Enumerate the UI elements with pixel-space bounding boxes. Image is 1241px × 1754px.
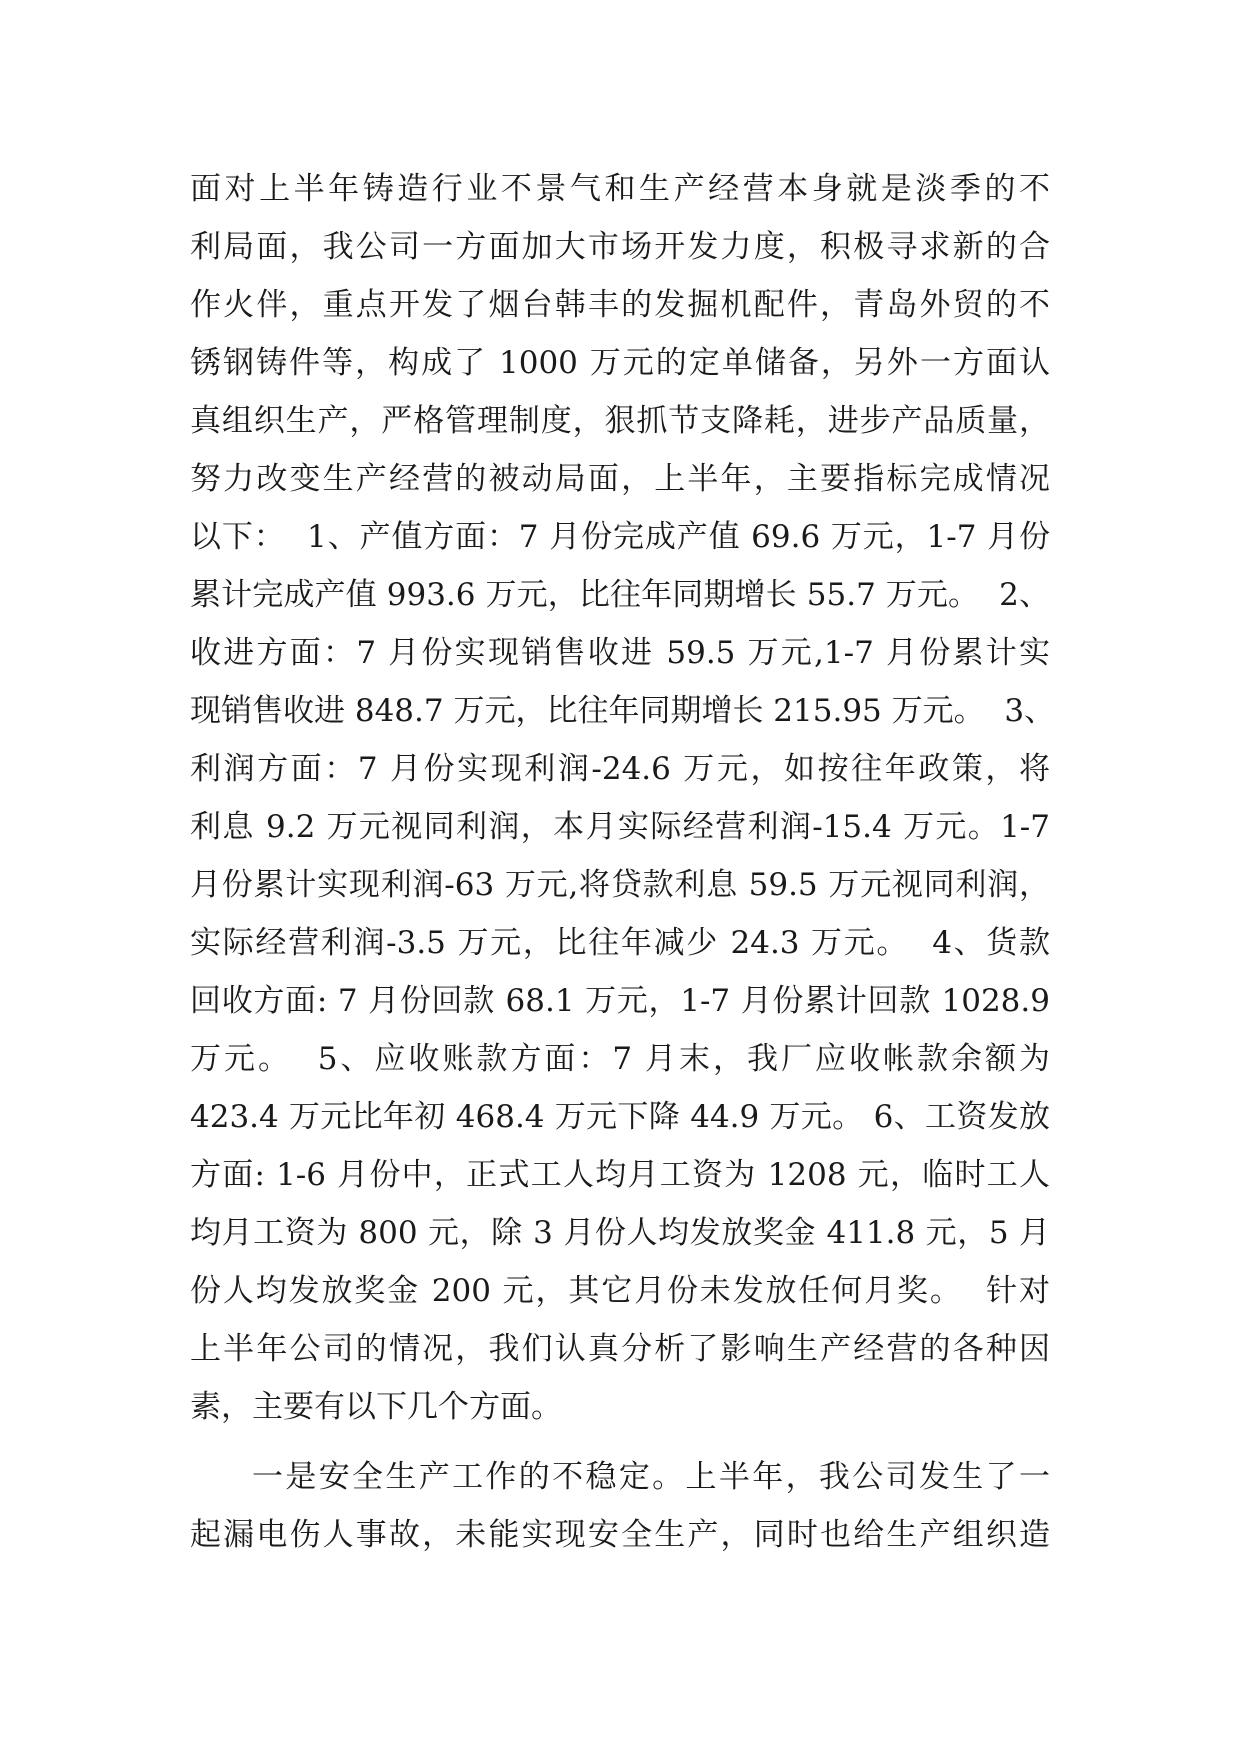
text-line: 努力改变生产经营的被动局面，上半年，主要指标完成情况 (190, 461, 1050, 497)
paragraph-1 (190, 160, 1056, 1436)
text-line: 423.4 万元比年初 468.4 万元下降 44.9 万元。 6、工资发放 (190, 1099, 1050, 1135)
text-line: 实际经营利润-3.5 万元，比往年减少 24.3 万元。 4、货款 (190, 925, 1050, 961)
text-line: 累计完成产值 993.6 万元，比往年同期增长 55.7 万元。 2、 (190, 577, 1050, 613)
paragraph-spacer (190, 1436, 1050, 1448)
paragraph-2 (190, 1448, 1050, 1564)
text-line: 素，主要有以下几个方面。 (190, 1389, 562, 1425)
text-line: 利局面，我公司一方面加大市场开发力度，积极寻求新的合 (190, 229, 1050, 265)
text-line: 起漏电伤人事故，未能实现安全生产，同时也给生产组织造 (190, 1517, 1050, 1553)
text-line: 一是安全生产工作的不稳定。上半年，我公司发生了一 (252, 1459, 1050, 1495)
text-line: 利息 9.2 万元视同利润，本月实际经营利润-15.4 万元。1-7 (190, 809, 1050, 845)
text-line: 上半年公司的情况，我们认真分析了影响生产经营的各种因 (190, 1331, 1050, 1367)
text-line: 利润方面：7 月份实现利润-24.6 万元，如按往年政策，将 (190, 751, 1050, 787)
text-line: 万元。 5、应收账款方面：7 月末，我厂应收帐款余额为 (190, 1041, 1050, 1077)
document-body (190, 160, 1056, 1564)
text-line: 方面: 1-6 月份中，正式工人均月工资为 1208 元，临时工人 (190, 1157, 1050, 1193)
text-line: 月份累计实现利润-63 万元,将贷款利息 59.5 万元视同利润， (190, 867, 1050, 903)
text-line: 收进方面：7 月份实现销售收进 59.5 万元,1-7 月份累计实 (190, 635, 1050, 671)
text-line: 真组织生产，严格管理制度，狠抓节支降耗，进步产品质量， (190, 403, 1050, 439)
text-line: 锈钢铸件等，构成了 1000 万元的定单储备，另外一方面认 (190, 345, 1050, 381)
text-line: 回收方面: 7 月份回款 68.1 万元，1-7 月份累计回款 1028.9 (190, 983, 1050, 1019)
text-line: 均月工资为 800 元，除 3 月份人均发放奖金 411.8 元，5 月 (190, 1215, 1050, 1251)
text-line: 份人均发放奖金 200 元，其它月份未发放任何月奖。 针对 (190, 1273, 1050, 1309)
text-line: 现销售收进 848.7 万元，比往年同期增长 215.95 万元。 3、 (190, 693, 1056, 729)
text-line: 作火伴，重点开发了烟台韩丰的发掘机配件，青岛外贸的不 (190, 287, 1050, 323)
text-line: 面对上半年铸造行业不景气和生产经营本身就是淡季的不 (190, 171, 1050, 207)
text-line: 以下： 1、产值方面：7 月份完成产值 69.6 万元，1-7 月份 (190, 519, 1050, 555)
